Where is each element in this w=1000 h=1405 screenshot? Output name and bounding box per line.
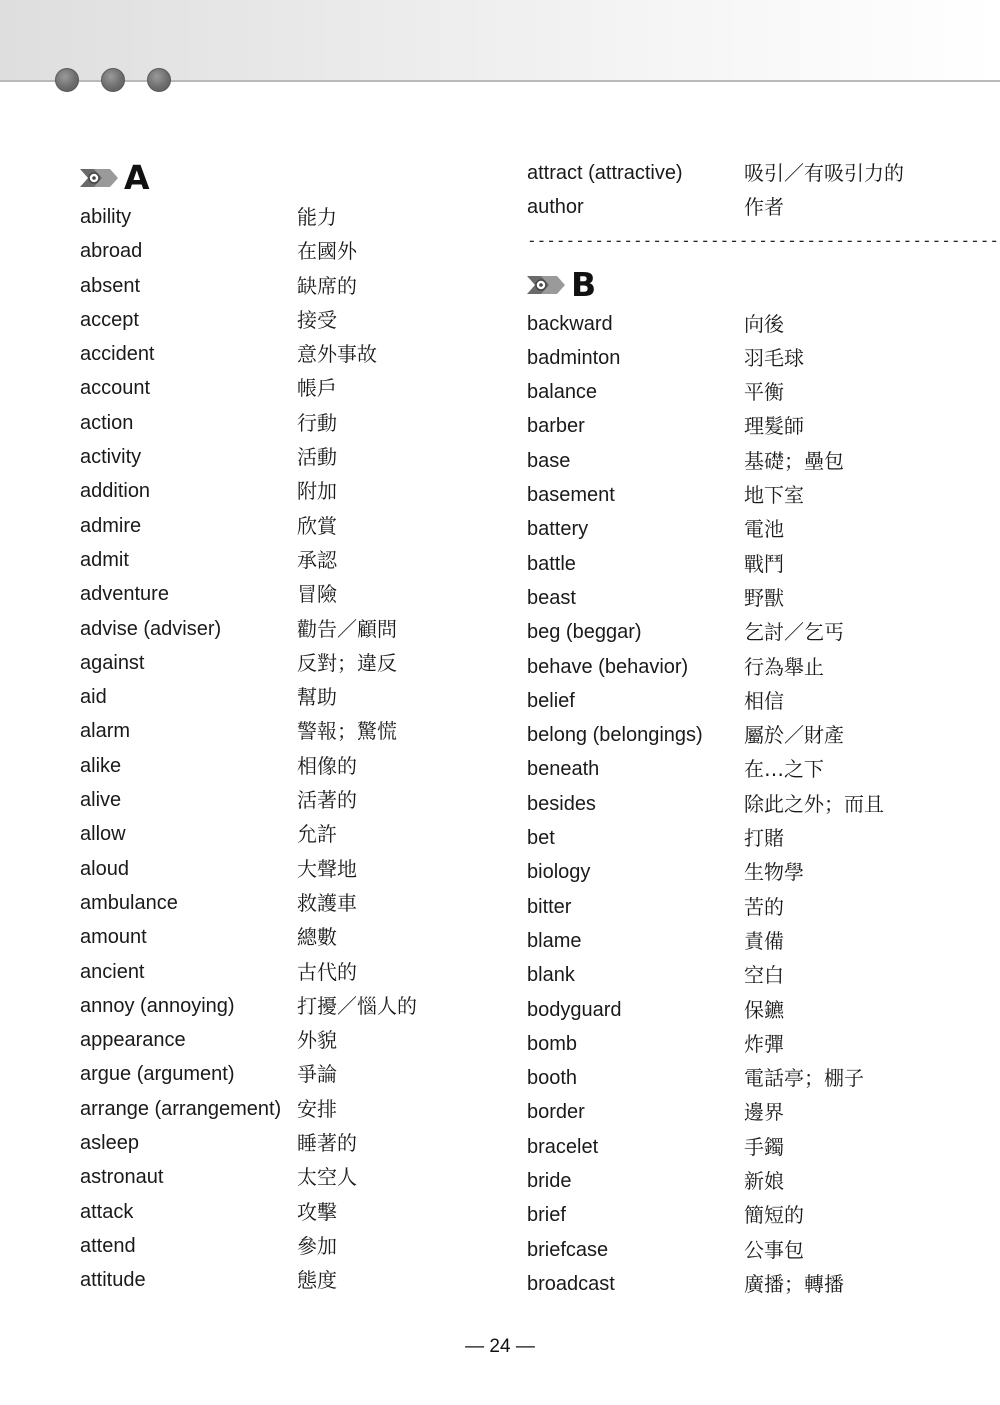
vocab-entry (527, 156, 927, 190)
english-word: accept (80, 308, 139, 331)
page-number: — 24 — (465, 1336, 535, 1357)
header-dot-2 (101, 68, 125, 92)
english-word: ability (80, 206, 132, 228)
chinese-meaning: 理髮師 (744, 414, 804, 439)
vocab-entry (80, 955, 480, 989)
vocab-entry (527, 409, 927, 443)
vocab-entry (80, 440, 480, 474)
english-word: blank (527, 964, 575, 987)
vocab-entry (80, 543, 480, 577)
chinese-meaning: 總數 (297, 925, 337, 950)
vocab-entry (80, 749, 480, 783)
vocab-entry (527, 1061, 927, 1095)
chinese-meaning: 苦的 (744, 894, 784, 919)
vocab-entry (527, 581, 927, 615)
chinese-meaning: 在…之下 (744, 757, 824, 782)
vocab-entry (80, 852, 480, 886)
header-dot-1 (55, 68, 79, 92)
vocab-entry (527, 1027, 927, 1061)
vocab-entry (527, 444, 927, 478)
chinese-meaning: 幫助 (297, 685, 337, 710)
english-word: activity (80, 446, 142, 469)
vocab-entry (527, 787, 927, 821)
vocab-entry (527, 478, 927, 512)
english-word: against (80, 651, 145, 674)
english-word: advise (adviser) (80, 617, 222, 640)
english-word: brief (527, 1204, 566, 1227)
english-word: attract (attractive) (527, 162, 683, 184)
chinese-meaning: 爭論 (297, 1062, 337, 1087)
chinese-meaning: 參加 (297, 1233, 337, 1258)
chinese-meaning: 新娘 (744, 1169, 784, 1194)
english-word: alarm (80, 720, 131, 743)
vocab-entry (80, 817, 480, 851)
vocab-entry (527, 752, 927, 786)
section-divider: ------------------------------------------------- (527, 230, 1000, 250)
chinese-meaning: 公事包 (744, 1237, 804, 1262)
chinese-meaning: 反對；違反 (297, 650, 397, 675)
english-word: behave (behavior) (527, 655, 689, 678)
chinese-meaning: 大聲地 (297, 856, 357, 881)
english-word: booth (527, 1067, 578, 1090)
english-word: admit (80, 548, 129, 571)
vocab-entry (527, 1164, 927, 1198)
chinese-meaning: 責備 (744, 928, 784, 953)
vocab-entry (80, 303, 480, 337)
chinese-meaning: 羽毛球 (744, 345, 804, 370)
english-word: badminton (527, 346, 621, 369)
english-word: author (527, 196, 584, 219)
chinese-meaning: 地下室 (744, 483, 804, 508)
vocab-entry (80, 612, 480, 646)
english-word: bride (527, 1170, 572, 1193)
word-list-a-continued (527, 156, 927, 225)
vocab-entry (527, 341, 927, 375)
chinese-meaning: 太空人 (297, 1165, 357, 1190)
word-list-b (527, 307, 927, 1302)
english-word: blame (527, 929, 582, 952)
vocab-entry (527, 1130, 927, 1164)
chinese-meaning: 睡著的 (297, 1131, 357, 1156)
header-dot-3 (147, 68, 171, 92)
chinese-meaning: 作者 (744, 195, 784, 220)
vocab-entry (527, 1198, 927, 1232)
english-word: attend (80, 1234, 136, 1257)
english-word: belief (527, 689, 575, 712)
english-word: beneath (527, 758, 600, 781)
chinese-meaning: 屬於／財產 (744, 723, 844, 748)
chinese-meaning: 廣播；轉播 (744, 1271, 844, 1296)
header-band (0, 0, 1000, 80)
vocab-entry (527, 1267, 927, 1301)
chinese-meaning: 允許 (297, 822, 337, 847)
chinese-meaning: 活動 (297, 445, 337, 470)
english-word: bitter (527, 895, 572, 918)
vocab-entry (80, 1229, 480, 1263)
vocab-entry (80, 509, 480, 543)
vocab-entry (527, 1095, 927, 1129)
english-word: battery (527, 518, 589, 541)
vocab-entry (80, 337, 480, 371)
vocab-entry (80, 989, 480, 1023)
vocab-entry (527, 718, 927, 752)
chinese-meaning: 接受 (297, 307, 337, 332)
english-word: beast (527, 586, 576, 609)
chinese-meaning: 乞討／乞丐 (744, 620, 844, 645)
chinese-meaning: 行為舉止 (744, 654, 824, 679)
english-word: annoy (annoying) (80, 994, 235, 1017)
english-word: ambulance (80, 891, 178, 914)
chinese-meaning: 相像的 (297, 753, 357, 778)
english-word: bomb (527, 1032, 578, 1055)
chinese-meaning: 行動 (297, 410, 337, 435)
chinese-meaning: 救護車 (297, 890, 357, 915)
english-word: bodyguard (527, 998, 622, 1021)
english-word: arrange (arrangement) (80, 1097, 282, 1120)
chinese-meaning: 手鐲 (744, 1134, 784, 1159)
chinese-meaning: 冒險 (297, 582, 337, 607)
chinese-meaning: 安排 (297, 1096, 337, 1121)
english-word: attack (80, 1200, 134, 1223)
vocab-entry (80, 1160, 480, 1194)
english-word: addition (80, 480, 151, 503)
chinese-meaning: 向後 (744, 311, 784, 336)
chinese-meaning: 邊界 (744, 1100, 784, 1125)
chinese-meaning: 生物學 (744, 860, 804, 885)
vocab-entry (527, 615, 927, 649)
chinese-meaning: 相信 (744, 688, 784, 713)
chinese-meaning: 電話亭；棚子 (744, 1066, 864, 1091)
chinese-meaning: 平衡 (744, 380, 784, 405)
chinese-meaning: 打擾／惱人的 (297, 993, 417, 1018)
vocab-entry (80, 406, 480, 440)
double-arrow-icon (80, 165, 120, 191)
chinese-meaning: 基礎；壘包 (744, 448, 844, 473)
chinese-meaning: 外貌 (297, 1028, 337, 1053)
english-word: base (527, 449, 571, 472)
chinese-meaning: 能力 (297, 205, 337, 229)
english-word: besides (527, 792, 596, 815)
english-word: alike (80, 754, 122, 777)
english-word: beg (beggar) (527, 621, 642, 644)
vocab-entry (80, 474, 480, 508)
vocab-entry (80, 714, 480, 748)
vocab-entry (80, 1126, 480, 1160)
chinese-meaning: 缺席的 (297, 273, 357, 298)
english-word: absent (80, 274, 141, 297)
vocab-entry (527, 375, 927, 409)
english-word: appearance (80, 1029, 186, 1052)
section-a-heading (80, 156, 480, 200)
english-word: balance (527, 381, 598, 404)
chinese-meaning: 承認 (297, 547, 337, 572)
english-word: attitude (80, 1269, 146, 1292)
english-word: adventure (80, 583, 169, 606)
english-word: basement (527, 484, 615, 507)
english-word: bracelet (527, 1135, 599, 1158)
vocab-entry (527, 924, 927, 958)
chinese-meaning: 活著的 (297, 788, 357, 813)
vocab-entry (80, 680, 480, 714)
vocab-entry (80, 1057, 480, 1091)
vocab-entry (80, 783, 480, 817)
double-arrow-icon (527, 272, 567, 298)
chinese-meaning: 炸彈 (744, 1031, 784, 1056)
english-word: alive (80, 789, 122, 812)
english-word: backward (527, 312, 613, 335)
english-word: ancient (80, 960, 145, 983)
section-letter: A (124, 158, 150, 197)
chinese-meaning: 態度 (297, 1268, 337, 1293)
vocab-entry (527, 1233, 927, 1267)
english-word: aid (80, 686, 107, 709)
vocab-entry (527, 547, 927, 581)
vocab-entry (527, 190, 927, 224)
chinese-meaning: 除此之外；而且 (744, 791, 884, 816)
english-word: accident (80, 343, 155, 366)
chinese-meaning: 勸告／顧問 (297, 616, 397, 641)
english-word: border (527, 1101, 585, 1124)
word-list-a (80, 200, 480, 1298)
english-word: amount (80, 926, 147, 949)
chinese-meaning: 欣賞 (297, 513, 337, 538)
english-word: bet (527, 827, 555, 850)
chinese-meaning: 附加 (297, 479, 337, 504)
section-b-heading (527, 263, 927, 307)
right-column (527, 156, 1000, 1301)
english-word: abroad (80, 240, 143, 263)
vocab-entry (80, 646, 480, 680)
vocab-entry (80, 200, 480, 234)
vocab-entry (527, 958, 927, 992)
chinese-meaning: 戰鬥 (744, 551, 784, 576)
english-word: aloud (80, 857, 129, 880)
vocab-entry (80, 269, 480, 303)
vocab-entry (80, 1023, 480, 1057)
vocab-entry (80, 920, 480, 954)
section-letter: B (571, 264, 597, 304)
vocab-entry (527, 890, 927, 924)
vocab-entry (80, 371, 480, 405)
vocab-entry (80, 234, 480, 268)
vocab-entry (527, 993, 927, 1027)
chinese-meaning: 帳戶 (297, 376, 337, 401)
english-word: astronaut (80, 1166, 164, 1189)
english-word: barber (527, 415, 585, 438)
vocab-entry (527, 512, 927, 546)
english-word: action (80, 411, 134, 434)
vocab-entry (80, 1263, 480, 1297)
vocab-entry (80, 1092, 480, 1126)
chinese-meaning: 電池 (744, 517, 784, 542)
vocab-entry (527, 307, 927, 341)
vocab-entry (527, 650, 927, 684)
vocab-entry (80, 886, 480, 920)
english-word: account (80, 377, 151, 400)
chinese-meaning: 簡短的 (744, 1203, 804, 1228)
left-column (80, 156, 480, 1298)
english-word: admire (80, 514, 142, 537)
chinese-meaning: 吸引／有吸引力的 (744, 161, 904, 185)
chinese-meaning: 攻擊 (297, 1199, 337, 1224)
chinese-meaning: 保鑣 (744, 997, 784, 1022)
chinese-meaning: 打賭 (744, 826, 784, 851)
vocab-entry (527, 821, 927, 855)
vocab-entry (80, 577, 480, 611)
chinese-meaning: 在國外 (297, 239, 357, 264)
english-word: briefcase (527, 1238, 609, 1261)
english-word: battle (527, 552, 576, 575)
chinese-meaning: 野獸 (744, 585, 784, 610)
english-word: biology (527, 861, 591, 884)
chinese-meaning: 空白 (744, 963, 784, 988)
chinese-meaning: 古代的 (297, 959, 357, 984)
english-word: broadcast (527, 1272, 615, 1295)
vocab-entry (80, 1195, 480, 1229)
chinese-meaning: 警報；驚慌 (297, 719, 397, 744)
vocab-entry (527, 684, 927, 718)
english-word: belong (belongings) (527, 724, 703, 747)
english-word: asleep (80, 1132, 139, 1155)
vocab-entry (527, 855, 927, 889)
english-word: argue (argument) (80, 1063, 235, 1086)
chinese-meaning: 意外事故 (297, 342, 377, 367)
english-word: allow (80, 823, 126, 846)
